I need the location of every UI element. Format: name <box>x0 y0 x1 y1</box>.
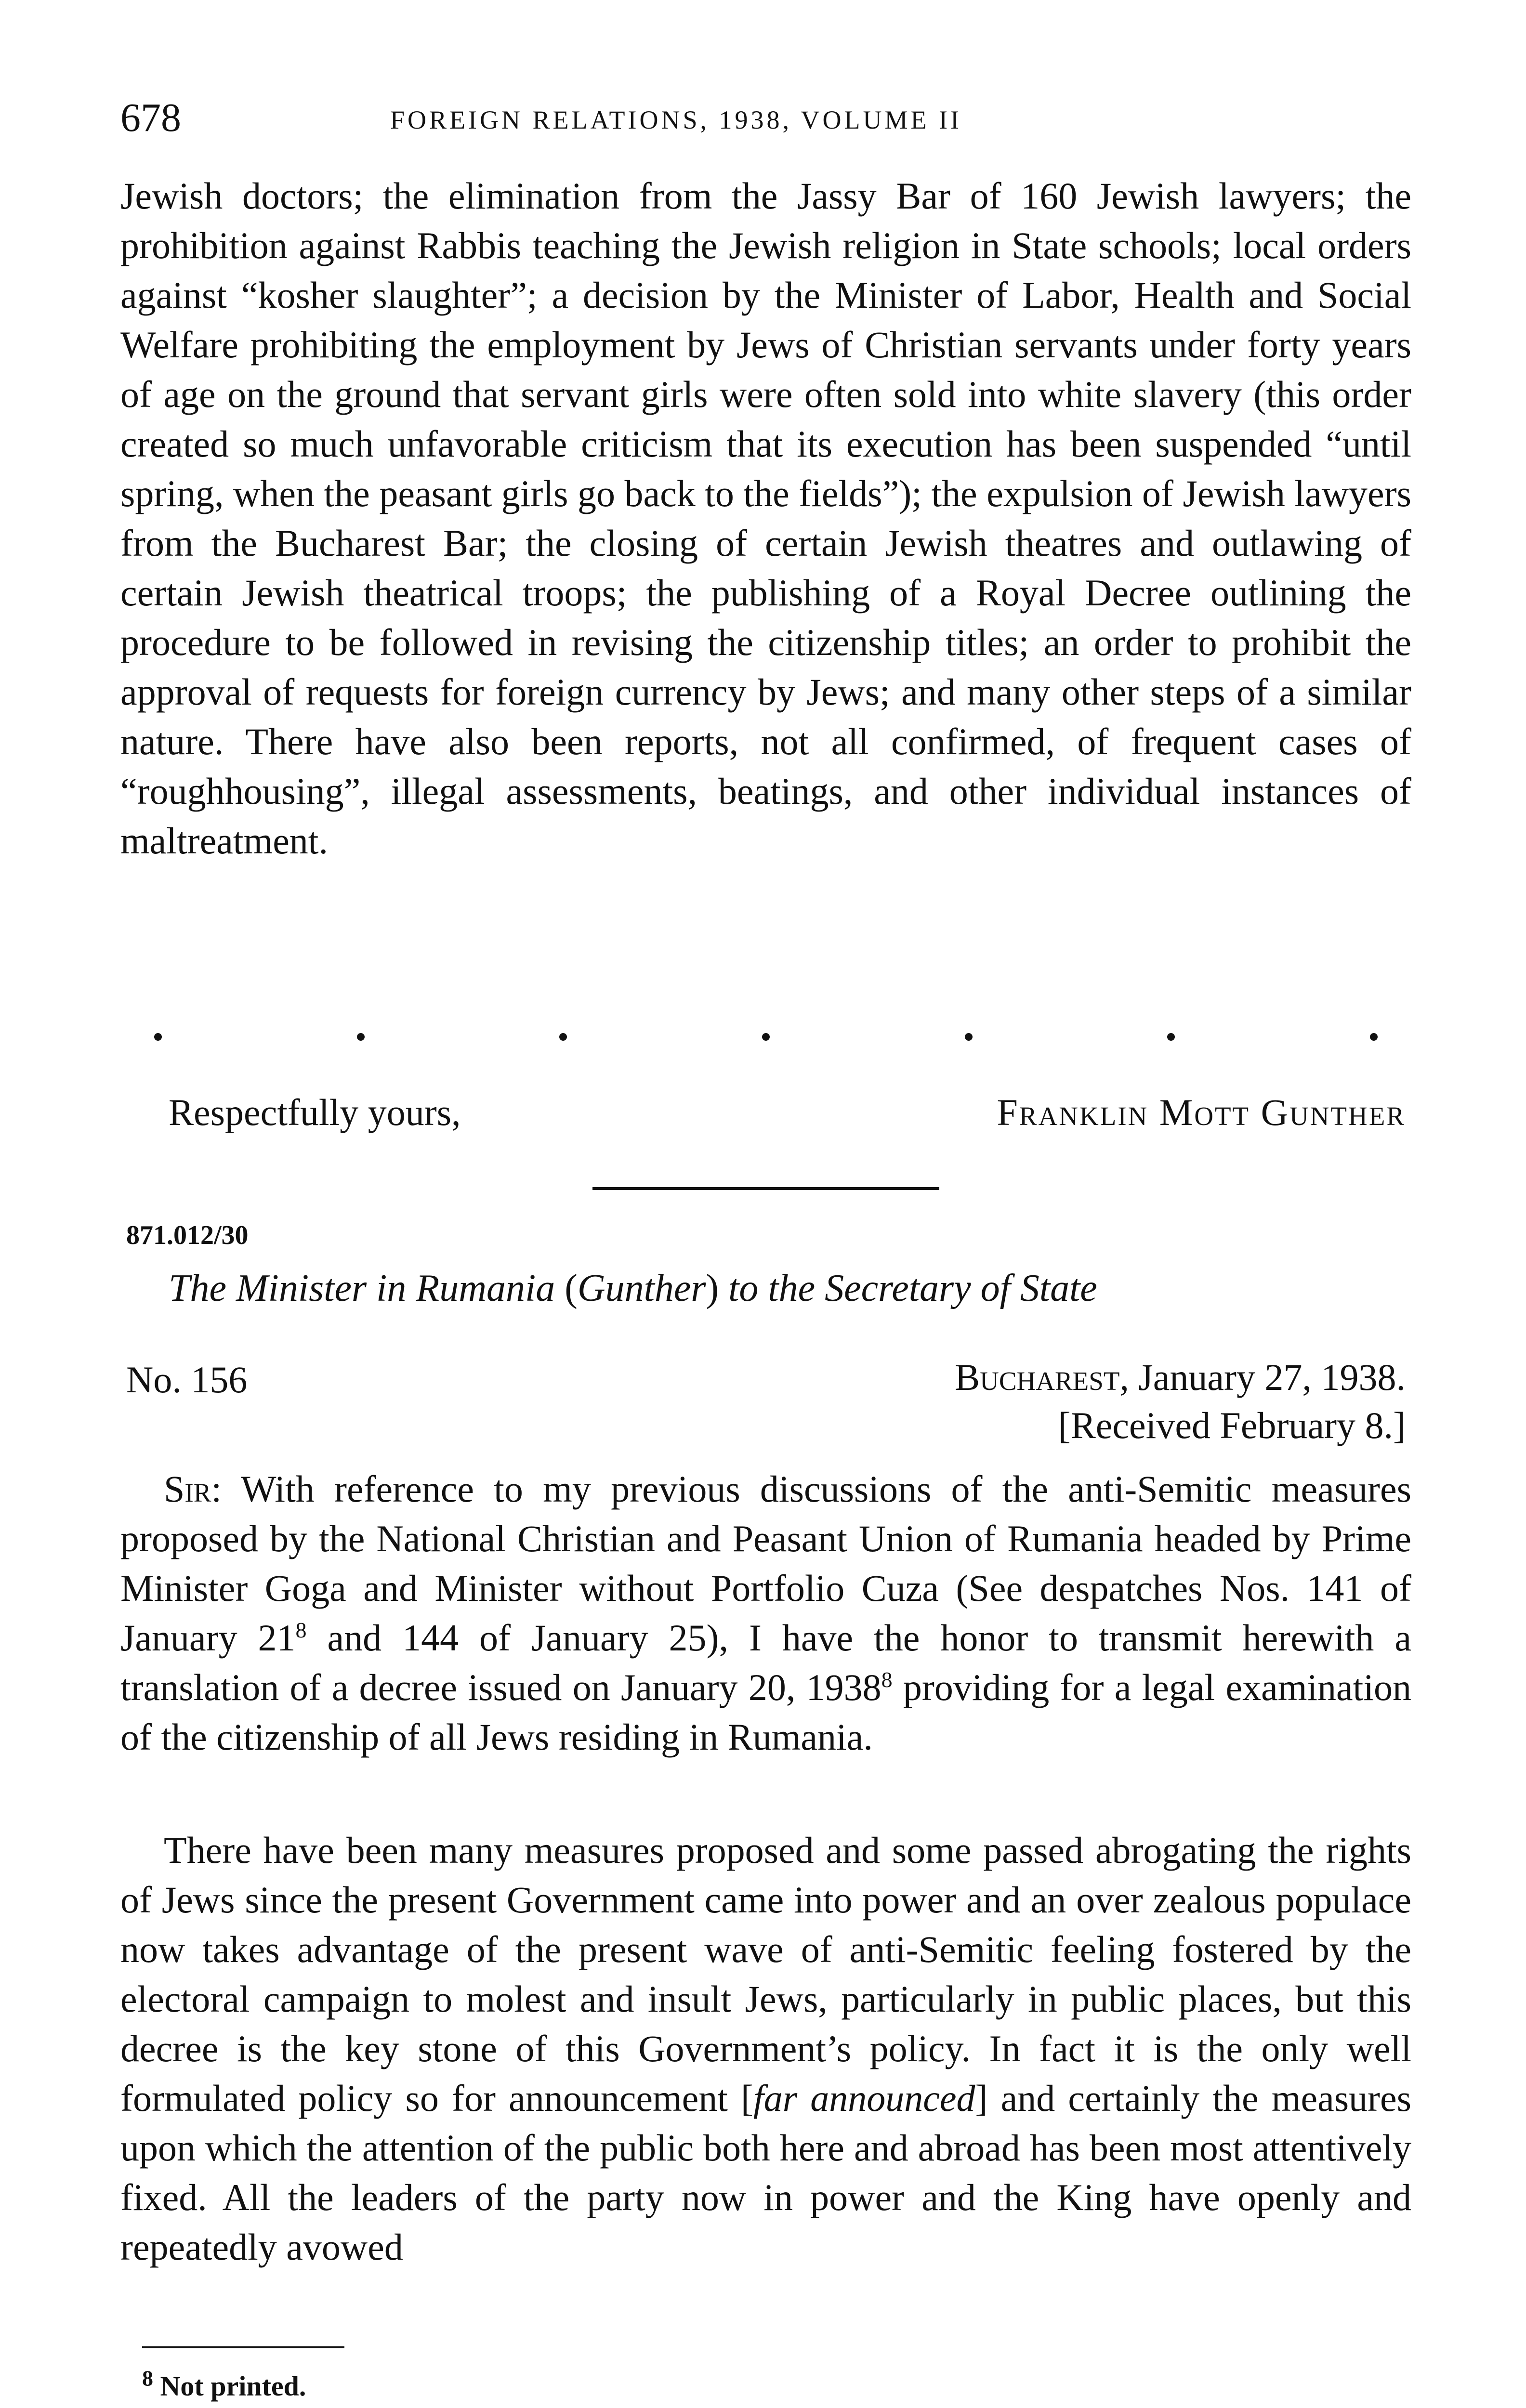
paragraph-continued: Jewish doctors; the elimination from the Jassy Bar of 160 Jewish lawyers; the prohibition against Rabbis teaching the Jewish religion in State schools; local orders against “kosher slaughter”; a decision by the Minister of Labor, Health and Social Welfare prohibiting the employment by Jews of Christian servants under forty years of age on the ground that servant girls were often sold into white slavery (this order created so much unfavorable criticism that its execution has been suspended “until spring, when the peasant girls go back to the fields”); the expulsion of Jewish lawyers from the Bucharest Bar; the closing of certain Jewish theatres and outlawing of certain Jewish theatrical troops; the publishing of a Royal Decree outlining the procedure to be followed in revising the citizenship titles; an order to prohibit the approval of requests for foreign currency by Jews; and many other steps of a similar nature. There have also been reports, not all confirmed, of frequent cases of “roughhousing”, illegal assessments, beatings, and other individual instances of maltreatment. <box>120 175 1411 862</box>
received-date: [Received February 8.] <box>1058 1404 1406 1446</box>
date-block <box>955 1353 1406 1450</box>
file-number: 871.012/30 <box>126 1220 249 1250</box>
closing-salutation: Respectfully yours, <box>169 1091 461 1133</box>
ellipsis-dot <box>1167 1033 1175 1041</box>
running-head <box>120 92 1411 144</box>
date: January 27, 1938. <box>1138 1356 1406 1398</box>
dateline <box>955 1353 1406 1401</box>
ellipsis-dot <box>965 1033 973 1041</box>
heading-part-2: to the Secretary of State <box>728 1267 1097 1309</box>
paragraph-2-text-c: providing for a legal examination of the citizenship of all Jews residing in Rumania. <box>120 1666 1411 1758</box>
ellipsis-dot <box>357 1033 365 1041</box>
document-heading <box>169 1262 1373 1315</box>
despatch-number: No. 156 <box>126 1359 248 1400</box>
ellipsis-dot <box>154 1033 162 1041</box>
signature: Franklin Mott Gunther <box>997 1091 1406 1133</box>
place: Bucharest, <box>955 1356 1129 1398</box>
heading-paren-open: ( <box>565 1267 578 1309</box>
heading-paren-close: ) <box>706 1267 719 1309</box>
footnote-divider <box>142 2346 344 2348</box>
heading-part-1: The Minister in Rumania <box>169 1267 555 1309</box>
paragraph-3 <box>120 1825 1411 2272</box>
footnote-mark: 8 <box>295 1618 307 1642</box>
section-divider <box>592 1187 939 1190</box>
ellipsis-row <box>154 1033 1378 1072</box>
editorial-correction: far announced <box>753 2077 975 2119</box>
ellipsis-dot <box>1370 1033 1378 1041</box>
paragraph-3-text-a: There have been many measures proposed and some passed abrogating the rights of Jews since the present Government came into power and an over zealous populace now takes advantage of the present wave of anti-Semitic feeling fostered by the electoral campaign to molest and insult Jews, particularly in public places, but this decree is the key stone of this Government’s policy. In fact it is the only well formulated policy so for announcement [ <box>120 1829 1411 2119</box>
footnote <box>142 2367 306 2406</box>
ellipsis-dot <box>559 1033 567 1041</box>
paragraph-2 <box>120 1464 1411 1762</box>
footnote-number: 8 <box>142 2366 153 2391</box>
heading-name: Gunther <box>577 1267 706 1309</box>
page-number: 678 <box>120 95 181 140</box>
ellipsis-dot <box>762 1033 770 1041</box>
footnote-text: Not printed. <box>160 2370 306 2402</box>
paragraph-2-text-a: With reference to my previous discussions of the anti-Semitic measures proposed by the National Christian and Peasant Union of Rumania headed by Prime Minister Goga and Minister without Portfolio Cuza (See despatches Nos. 141 of January 21 <box>120 1468 1411 1659</box>
paragraph-3-text-b: ] and certainly the measures upon which the attention of the public both here and abroad has been most attentively fixed. All the leaders of the party now in power and the King have openly and repeatedly avowed <box>120 2077 1412 2268</box>
paragraph-2-text-b: and 144 of January 25), I have the honor to transmit herewith a translation of a decree issued on January 20, 1938 <box>120 1617 1412 1708</box>
running-title: FOREIGN RELATIONS, 1938, VOLUME II <box>390 105 962 134</box>
salutation: Sir: <box>164 1468 222 1510</box>
footnote-mark: 8 <box>881 1667 893 1692</box>
